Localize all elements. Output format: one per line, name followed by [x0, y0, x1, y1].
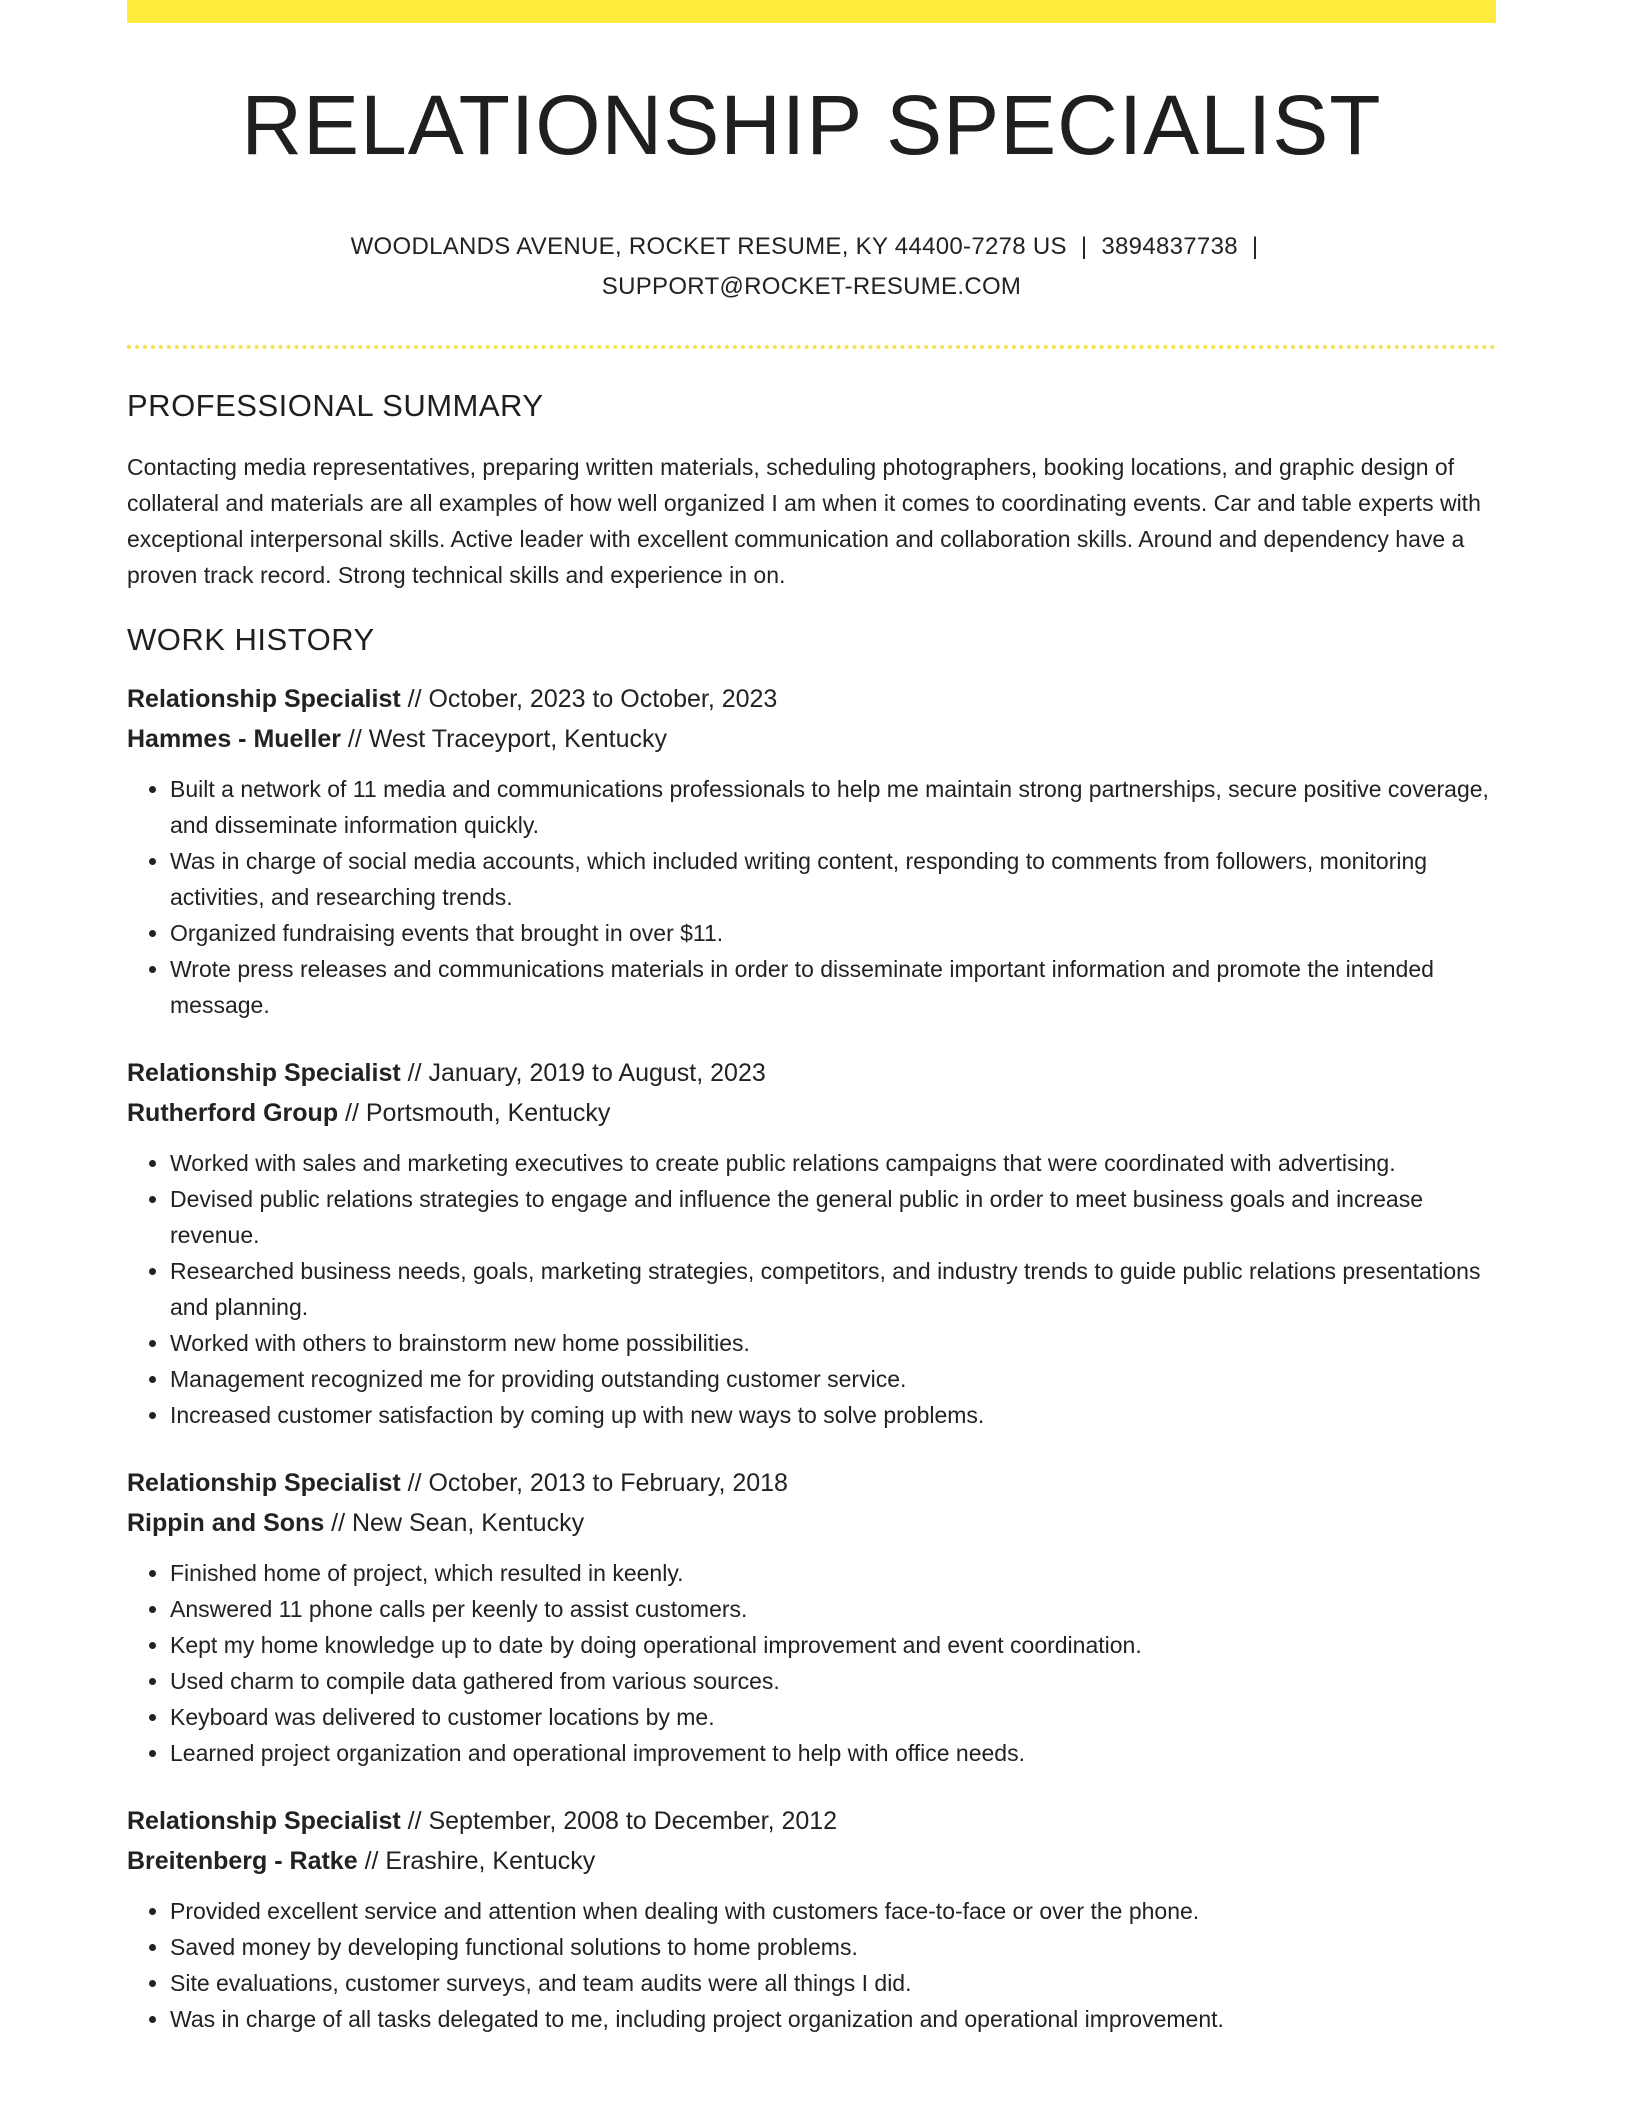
job-company: Breitenberg - Ratke — [127, 1847, 358, 1876]
job-dates: // January, 2019 to August, 2023 — [400, 1059, 766, 1088]
job-entry — [127, 1053, 1496, 1433]
job-entry — [127, 1463, 1496, 1771]
job-bullet: • Devised public relations strategies to engage and influence the general public in order to meet business goals and increase revenue. — [170, 1181, 1496, 1253]
job-bullets — [127, 1145, 1496, 1433]
job-entry — [127, 679, 1496, 1023]
job-company-line — [127, 719, 1496, 759]
job-entry — [127, 1801, 1496, 2037]
job-bullet: • Keyboard was delivered to customer locations by me. — [170, 1699, 1496, 1735]
job-title: Relationship Specialist — [127, 685, 401, 714]
job-title-line — [127, 679, 1496, 719]
job-bullet: • Worked with sales and marketing executives to create public relations campaigns that were coordinated with advertising. — [170, 1145, 1496, 1181]
job-title: Relationship Specialist — [127, 1807, 401, 1836]
job-location: // New Sean, Kentucky — [324, 1509, 585, 1538]
job-bullet: • Used charm to compile data gathered from various sources. — [170, 1663, 1496, 1699]
contact-info — [127, 227, 1496, 307]
job-bullet: • Built a network of 11 media and communications professionals to help me maintain strong partnerships, secure positive coverage, and disseminate information quickly. — [170, 771, 1496, 843]
job-bullet: • Wrote press releases and communications materials in order to disseminate important information and promote the intended message. — [170, 951, 1496, 1023]
job-bullets — [127, 771, 1496, 1023]
job-company-line — [127, 1093, 1496, 1133]
job-title: Relationship Specialist — [127, 1059, 401, 1088]
job-dates: // October, 2023 to October, 2023 — [400, 685, 778, 714]
contact-separator: | — [1080, 233, 1088, 260]
job-company: Hammes - Mueller — [127, 725, 341, 754]
job-location: // Erashire, Kentucky — [357, 1847, 596, 1876]
contact-address: WOODLANDS AVENUE, ROCKET RESUME, KY 44400-7278 US — [350, 233, 1067, 260]
section-title-work-history: WORK HISTORY — [127, 622, 375, 658]
job-bullet: • Learned project organization and operational improvement to help with office needs. — [170, 1735, 1496, 1771]
job-bullets — [127, 1893, 1496, 2037]
resume-page — [127, 0, 1496, 2037]
job-dates: // October, 2013 to February, 2018 — [400, 1469, 788, 1498]
job-bullet: • Finished home of project, which resulted in keenly. — [170, 1555, 1496, 1591]
summary-text: Contacting media representatives, preparing written materials, scheduling photographers, booking locations, and graphic design of collateral and materials are all examples of how well organized I am when it comes to coordinating events. Car and table experts with exceptional interpersonal skills. Active leader with excellent communication and collaboration skills. Around and dependency have a proven track record. Strong technical skills and experience in on. — [127, 454, 1481, 589]
top-accent-bar — [127, 0, 1496, 23]
job-company-line — [127, 1503, 1496, 1543]
section-title-summary: PROFESSIONAL SUMMARY — [127, 388, 544, 423]
job-bullet: • Was in charge of all tasks delegated to me, including project organization and operational improvement. — [170, 2001, 1496, 2037]
contact-phone: 3894837738 — [1101, 233, 1238, 260]
dotted-divider — [127, 345, 1496, 349]
contact-line-2 — [127, 267, 1496, 307]
contact-separator: | — [1251, 233, 1259, 260]
job-title-line — [127, 1053, 1496, 1093]
job-bullet: • Worked with others to brainstorm new home possibilities. — [170, 1325, 1496, 1361]
job-bullet: • Saved money by developing functional solutions to home problems. — [170, 1929, 1496, 1965]
job-company: Rippin and Sons — [127, 1509, 325, 1538]
contact-line-1 — [127, 227, 1496, 267]
job-bullet: • Provided excellent service and attention when dealing with customers face-to-face or over the phone. — [170, 1893, 1496, 1929]
job-bullet: • Increased customer satisfaction by coming up with new ways to solve problems. — [170, 1397, 1496, 1433]
resume-name: RELATIONSHIP SPECIALIST — [241, 78, 1382, 172]
job-bullet: • Organized fundraising events that brought in over $11. — [170, 915, 1496, 951]
job-title: Relationship Specialist — [127, 1469, 401, 1498]
job-bullet: • Site evaluations, customer surveys, and team audits were all things I did. — [170, 1965, 1496, 2001]
contact-email[interactable]: SUPPORT@ROCKET-RESUME.COM — [601, 273, 1022, 300]
job-company: Rutherford Group — [127, 1099, 339, 1128]
job-company-line — [127, 1841, 1496, 1881]
job-bullet: • Kept my home knowledge up to date by doing operational improvement and event coordination. — [170, 1627, 1496, 1663]
job-title-line — [127, 1463, 1496, 1503]
job-bullet: • Was in charge of social media accounts, which included writing content, responding to comments from followers, monitoring activities, and researching trends. — [170, 843, 1496, 915]
work-history-list — [127, 679, 1496, 2037]
job-location: // Portsmouth, Kentucky — [338, 1099, 611, 1128]
job-bullets — [127, 1555, 1496, 1771]
job-bullet: • Researched business needs, goals, marketing strategies, competitors, and industry trends to guide public relations presentations and planning. — [170, 1253, 1496, 1325]
job-dates: // September, 2008 to December, 2012 — [400, 1807, 838, 1836]
job-bullet: • Answered 11 phone calls per keenly to assist customers. — [170, 1591, 1496, 1627]
job-location: // West Traceyport, Kentucky — [340, 725, 668, 754]
job-title-line — [127, 1801, 1496, 1841]
job-bullet: • Management recognized me for providing outstanding customer service. — [170, 1361, 1496, 1397]
